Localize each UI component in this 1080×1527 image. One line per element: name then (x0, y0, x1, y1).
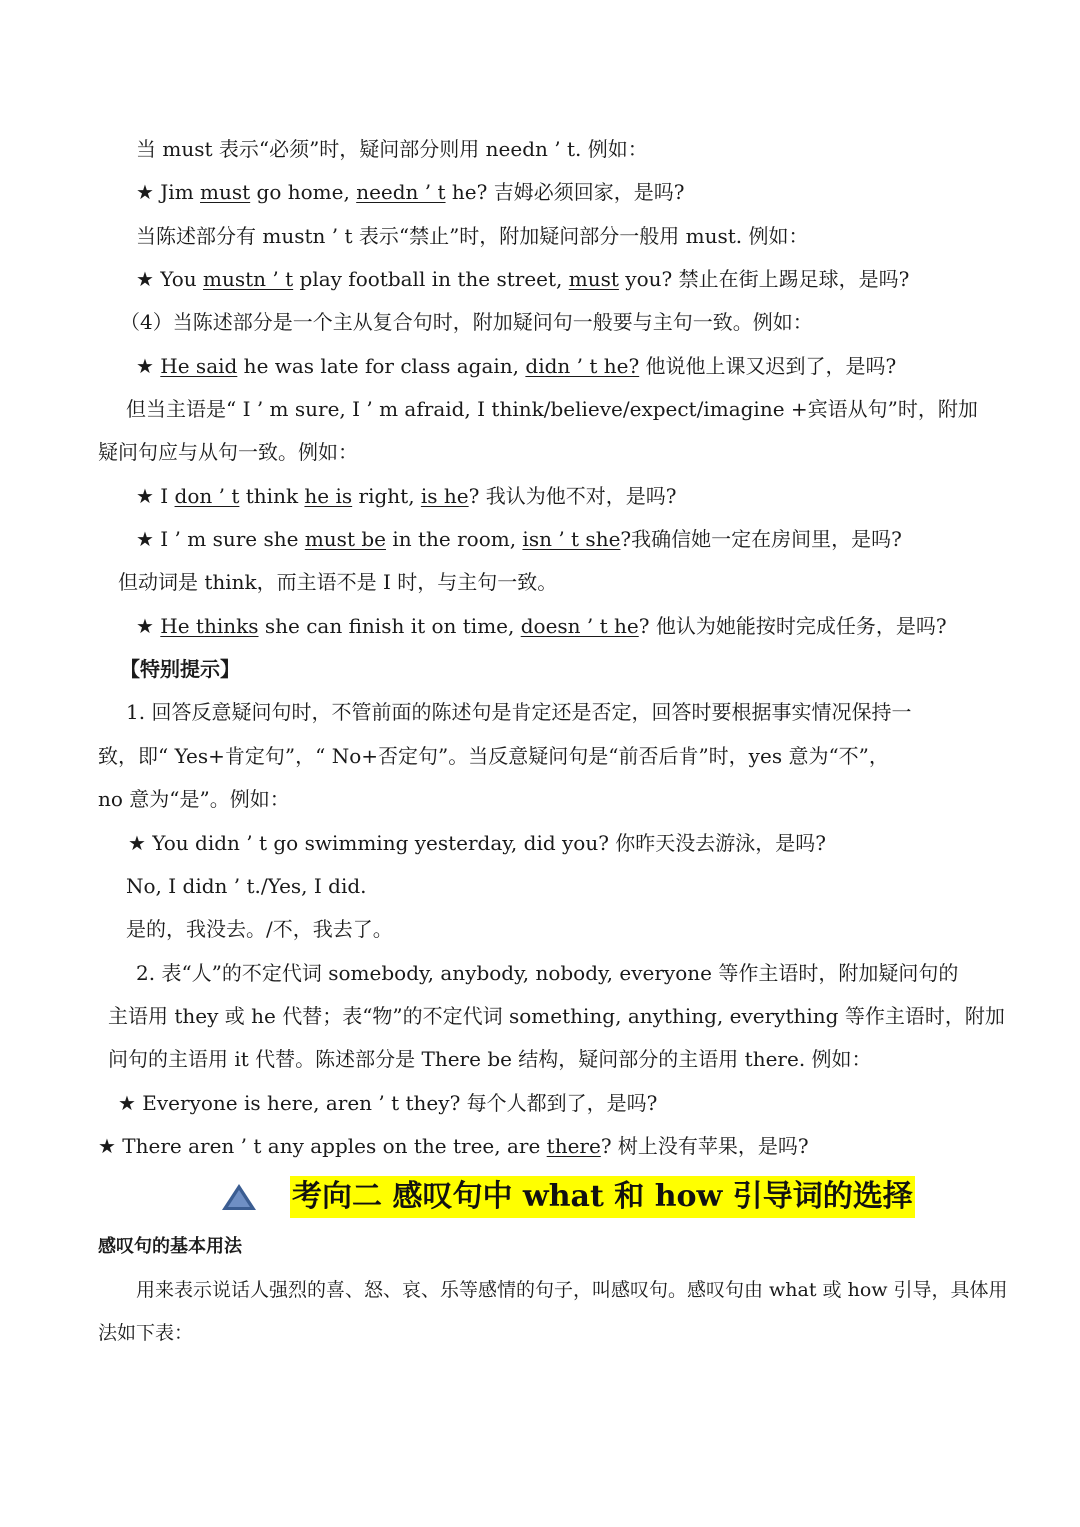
underlined-text: mustn ’ t (203, 267, 294, 291)
text-run: 主语用 they 或 he 代替；表“物”的不定代词 something, anything, everything 等作主语时，附加 (108, 1004, 1005, 1028)
underlined-text: didn ’ t he? (525, 354, 640, 378)
special-tip-heading (120, 654, 240, 684)
text-run: in the room, (385, 527, 523, 551)
triangle-icon (222, 1184, 256, 1210)
text-run: he? 吉姆必须回家，是吗? (445, 180, 685, 204)
example-line (136, 351, 896, 381)
text-run: 问句的主语用 it 代替。陈述部分是 There be 结构，疑问部分的主语用 there. 例如： (108, 1047, 872, 1071)
text-run: 但当主语是“ I ’ m sure, I ’ m afraid, I think/believe/expect/imagine +宾语从句”时，附加 (126, 397, 978, 421)
text-line (98, 741, 889, 771)
text-run: 致，即“ Yes+肯定句”，“ No+否定句”。当反意疑问句是“前否后肯”时，yes 意为“不”， (98, 744, 889, 768)
example-line (136, 264, 909, 294)
example-line (98, 1131, 809, 1161)
text-run: ★ Everyone is here, aren ’ t they? 每个人都到了，是吗? (118, 1091, 658, 1115)
text-line (108, 1044, 872, 1074)
subheading: 感叹句的基本用法 (98, 1236, 242, 1257)
text-run: No, I didn ’ t./Yes, I did. (126, 874, 367, 898)
text-run: 用来表示说话人强烈的喜、怒、哀、乐等感情的句子，叫感叹句。感叹句由 what 或 how 引导，具体用 (136, 1279, 1008, 1301)
text-line (136, 134, 648, 164)
example-line (136, 611, 947, 641)
text-run: ★ You (136, 267, 204, 291)
underlined-text: He said (160, 354, 238, 378)
text-run: 当陈述部分有 mustn ’ t 表示“禁止”时，附加疑问部分一般用 must. 例如： (136, 224, 809, 248)
example-line (118, 1088, 657, 1118)
example-line (128, 828, 826, 858)
underlined-text: he is (304, 484, 353, 508)
text-line (136, 221, 809, 251)
section-title: 考向二 感叹句中 what 和 how 引导词的选择 (290, 1176, 915, 1218)
text-line (98, 784, 290, 814)
text-line (118, 567, 557, 597)
example-line (136, 177, 684, 207)
text-run: he was late for class again, (237, 354, 526, 378)
text-run: 【特别提示】 (120, 657, 240, 681)
underlined-text: doesn ’ t he (520, 614, 639, 638)
text-line (108, 1001, 1005, 1031)
text-run: 疑问句应与从句一致。例如： (98, 440, 358, 464)
text-run: 但动词是 think，而主语不是 I 时，与主句一致。 (118, 570, 558, 594)
text-run: ? 树上没有苹果，是吗? (600, 1134, 809, 1158)
text-run: 法如下表： (98, 1322, 194, 1344)
example-line (136, 481, 676, 511)
text-run: ★ I (136, 484, 175, 508)
underlined-text: don ’ t (174, 484, 240, 508)
underlined-text: needn ’ t (356, 180, 446, 204)
text-run: ★ (136, 354, 161, 378)
underlined-text: isn ’ t she (522, 527, 621, 551)
underlined-text: must (568, 267, 619, 291)
text-line (126, 914, 393, 944)
text-line (126, 871, 367, 901)
example-line (136, 524, 902, 554)
underlined-text: is he (420, 484, 469, 508)
text-run: right, (352, 484, 421, 508)
section-heading (222, 1176, 915, 1218)
text-run: think (239, 484, 305, 508)
text-run: go home, (250, 180, 357, 204)
text-run: you? 禁止在街上踢足球，是吗? (618, 267, 910, 291)
text-line (98, 1318, 193, 1348)
text-line (126, 697, 911, 727)
text-run: she can finish it on time, (258, 614, 521, 638)
text-run: 当 must 表示“必须”时，疑问部分则用 needn ’ t. 例如： (136, 137, 648, 161)
text-line (136, 958, 958, 988)
text-run: 1. 回答反意疑问句时，不管前面的陈述句是肯定还是否定，回答时要根据事实情况保持一 (126, 700, 912, 724)
text-run: 他说他上课又迟到了，是吗? (639, 354, 897, 378)
underlined-text: He thinks (160, 614, 259, 638)
text-run: ★ Jim (136, 180, 201, 204)
text-line (98, 437, 358, 467)
text-run: 2. 表“人”的不定代词 somebody, anybody, nobody, everyone 等作主语时，附加疑问句的 (136, 961, 959, 985)
underlined-text: must (200, 180, 251, 204)
text-run: no 意为“是”。例如： (98, 787, 290, 811)
text-run: ? 我认为他不对，是吗? (468, 484, 677, 508)
text-run: （4）当陈述部分是一个主从复合句时，附加疑问句一般要与主句一致。例如： (120, 310, 813, 334)
text-run: ★ You didn ’ t go swimming yesterday, did you? 你昨天没去游泳，是吗? (128, 831, 827, 855)
text-run: 是的，我没去。/不，我去了。 (126, 917, 393, 941)
underlined-text: must be (304, 527, 386, 551)
text-run: ?我确信她一定在房间里，是吗? (620, 527, 902, 551)
underlined-text: there (546, 1134, 601, 1158)
text-run: ★ I ’ m sure she (136, 527, 305, 551)
text-run: ★ (136, 614, 161, 638)
text-line (126, 394, 978, 424)
text-line (136, 1275, 1008, 1305)
text-line (120, 307, 813, 337)
text-run: ? 他认为她能按时完成任务，是吗? (638, 614, 947, 638)
text-run: ★ There aren ’ t any apples on the tree, are (98, 1134, 547, 1158)
text-run: play football in the street, (293, 267, 569, 291)
